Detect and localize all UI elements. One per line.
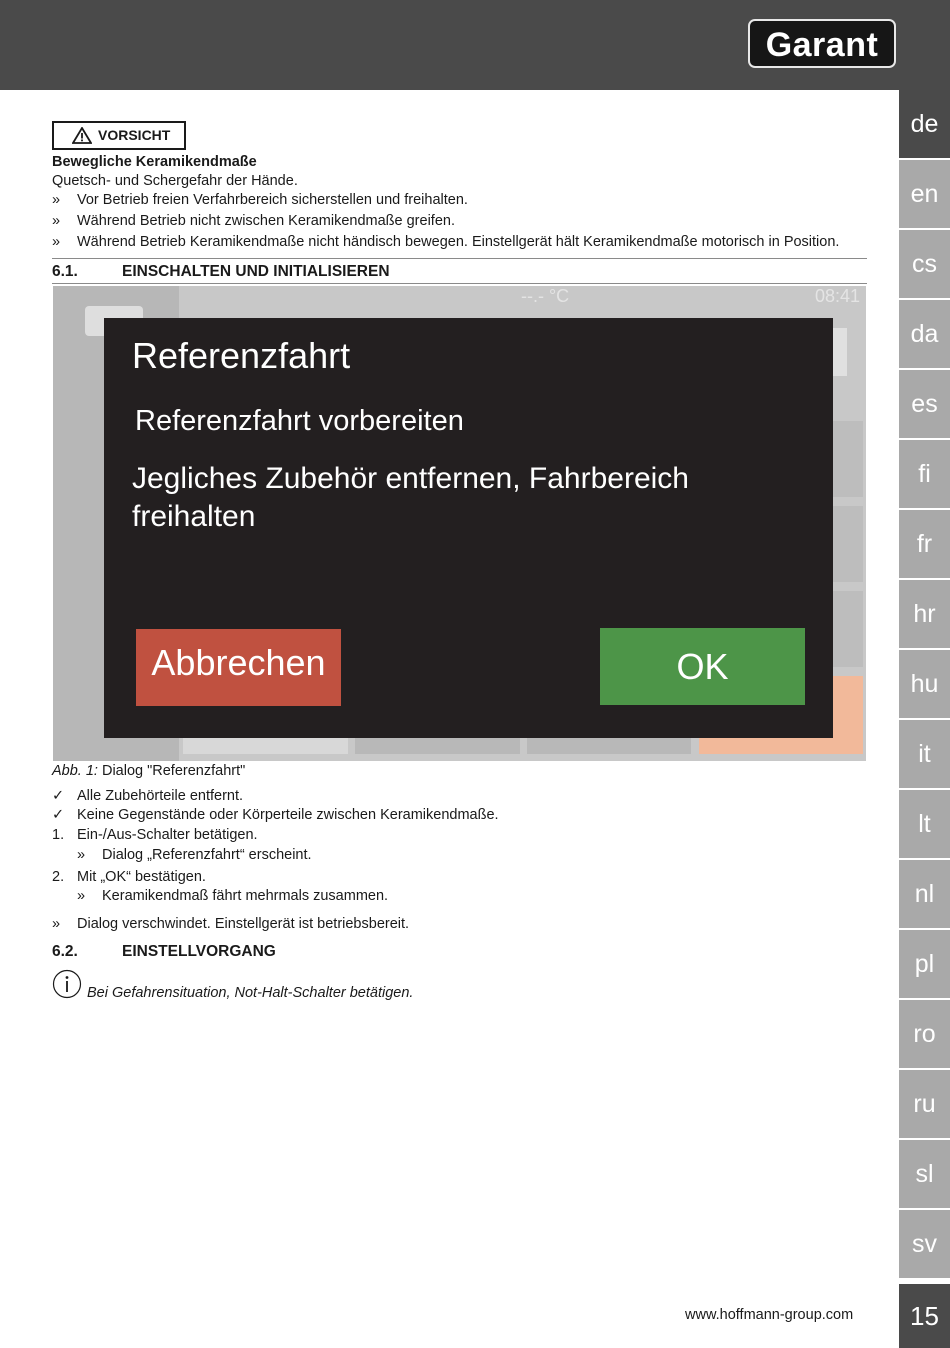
lang-tab-nl[interactable]: nl — [899, 860, 950, 928]
step-number: 1. — [52, 827, 65, 843]
info-note: Bei Gefahrensituation, Not-Halt-Schalter betätigen. — [87, 985, 414, 1001]
lang-tab-es[interactable]: es — [899, 370, 950, 438]
section-divider — [52, 283, 867, 284]
footer-url[interactable]: www.hoffmann-group.com — [685, 1307, 854, 1323]
dialog-title: Referenzfahrt — [132, 335, 351, 376]
section-title: EINSCHALTEN UND INITIALISIEREN — [122, 263, 390, 280]
bullet-marker: » — [52, 213, 61, 229]
lang-tab-lt[interactable]: lt — [899, 790, 950, 858]
bullet-marker: » — [52, 192, 61, 208]
lang-tab-da[interactable]: da — [899, 300, 950, 368]
referenzfahrt-dialog — [104, 318, 833, 738]
step-text: Mit „OK“ bestätigen. — [77, 869, 206, 885]
page-number: 15 — [899, 1284, 950, 1348]
section-divider — [52, 258, 867, 259]
language-sidebar — [899, 90, 950, 1348]
check-icon: ✓ — [52, 788, 65, 804]
lang-tab-it[interactable]: it — [899, 720, 950, 788]
step-result-text: Keramikendmaß fährt mehrmals zusammen. — [102, 888, 389, 904]
garant-logo: Garant — [748, 19, 896, 68]
bullet-marker: » — [77, 847, 86, 863]
check-icon: ✓ — [52, 807, 65, 823]
step-result-text: Dialog „Referenzfahrt“ erscheint. — [102, 847, 312, 863]
warning-label: VORSICHT — [98, 127, 171, 143]
lang-tab-ro[interactable]: ro — [899, 1000, 950, 1068]
lang-tab-hu[interactable]: hu — [899, 650, 950, 718]
info-icon — [52, 969, 82, 999]
screen-tile — [833, 591, 863, 667]
warning-text: Quetsch- und Schergefahr der Hände. — [52, 173, 298, 189]
lang-tab-hr[interactable]: hr — [899, 580, 950, 648]
screen-tile — [833, 421, 863, 497]
final-result-text: Dialog verschwindet. Einstellgerät ist betriebsbereit. — [77, 916, 410, 932]
section-number: 6.1. — [52, 263, 78, 280]
header-bar — [0, 0, 950, 90]
caption-prefix: Abb. 1: — [52, 763, 98, 779]
dialog-message: Jegliches Zubehör entfernen, Fahrbereich freihalten — [132, 462, 689, 533]
section-number: 6.2. — [52, 943, 78, 960]
lang-tab-cs[interactable]: cs — [899, 230, 950, 298]
bullet-marker: » — [52, 916, 61, 932]
prerequisite-text: Keine Gegenstände oder Körperteile zwischen Keramikendmaße. — [77, 807, 499, 823]
step-text: Ein-/Aus-Schalter betätigen. — [77, 827, 258, 843]
caption-text: Dialog "Referenzfahrt" — [101, 763, 246, 779]
lang-tab-fi[interactable]: fi — [899, 440, 950, 508]
screen-clock: 08:41 — [815, 286, 861, 306]
step-number: 2. — [52, 869, 65, 885]
lang-tab-pl[interactable]: pl — [899, 930, 950, 998]
ok-button[interactable]: OK — [600, 628, 805, 705]
screen-temperature: --.- °C — [521, 286, 570, 306]
bullet-text: Während Betrieb nicht zwischen Keramikendmaße greifen. — [77, 213, 455, 229]
lang-tab-de[interactable]: de — [899, 90, 950, 158]
bullet-marker: » — [52, 234, 61, 250]
lang-tab-fr[interactable]: fr — [899, 510, 950, 578]
dialog-subtitle: Referenzfahrt vorbereiten — [135, 405, 464, 437]
warning-triangle-icon — [72, 127, 92, 144]
bullet-text: Vor Betrieb freien Verfahrbereich sicherstellen und freihalten. — [77, 192, 468, 208]
lang-tab-sv[interactable]: sv — [899, 1210, 950, 1278]
warning-title: Bewegliche Keramikendmaße — [52, 154, 257, 170]
warning-label-box — [52, 121, 186, 150]
prerequisite-text: Alle Zubehörteile entfernt. — [77, 788, 244, 804]
cancel-button[interactable]: Abbrechen — [136, 629, 341, 706]
section-title: EINSTELLVORGANG — [122, 943, 276, 960]
screen-tile — [833, 506, 863, 582]
lang-tab-sl[interactable]: sl — [899, 1140, 950, 1208]
lang-tab-en[interactable]: en — [899, 160, 950, 228]
lang-tab-ru[interactable]: ru — [899, 1070, 950, 1138]
bullet-text: Während Betrieb Keramikendmaße nicht händisch bewegen. Einstellgerät hält Keramikendmaße motorisch in Position. — [77, 234, 840, 250]
figure-caption — [52, 762, 245, 781]
bullet-marker: » — [77, 888, 86, 904]
